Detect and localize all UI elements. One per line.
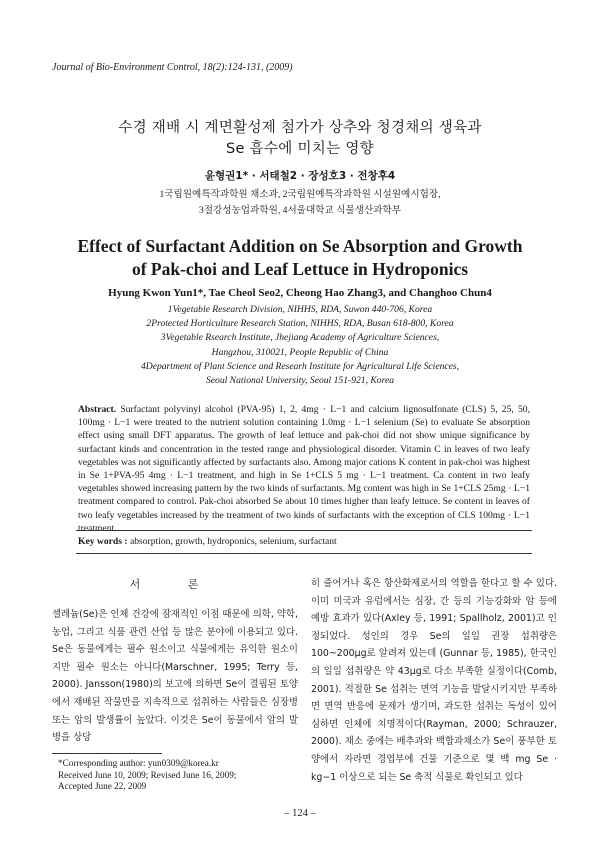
footnotes xyxy=(58,758,236,793)
korean-authors: 윤형권1* · 서태철2 · 장성호3 · 전창후4 xyxy=(204,170,396,182)
section-heading-introduction: 서 론 xyxy=(129,578,221,591)
keywords-text: absorption, growth, hydroponics, selenium, surfactant xyxy=(129,536,337,547)
english-authors: Hyung Kwon Yun1*, Tae Cheol Seo2, Cheong Hao Zhang3, and Changhoo Chun4 xyxy=(108,287,492,299)
english-affiliations xyxy=(0,303,600,388)
korean-title xyxy=(0,118,600,160)
abstract-top-rule xyxy=(76,530,532,531)
keywords-bottom-rule xyxy=(76,553,532,554)
korean-affiliations xyxy=(0,187,600,218)
journal-citation: Journal of Bio-Environment Control, 18(2):124-131, (2009) xyxy=(52,62,293,73)
page-number: – 124 – xyxy=(284,808,316,819)
english-affiliation-line: Hangzhou, 310021, People Republic of China xyxy=(211,346,389,358)
abstract xyxy=(78,403,530,535)
english-affiliation-line: Seoul National University, Seoul 151-921, Korea xyxy=(205,375,395,387)
footnote-rule xyxy=(52,753,162,754)
english-affiliation-line: 1Vegetable Research Division, NIHHS, RDA, Suwon 440-706, Korea xyxy=(167,304,433,315)
korean-title-line-1: 수경 재배 시 계면활성제 첨가가 상추와 청경채의 생육과 xyxy=(118,120,482,136)
english-title xyxy=(0,235,600,281)
english-title-line-1: Effect of Surfactant Addition on Se Absorption and Growth xyxy=(77,236,523,256)
keywords-label: Key words : xyxy=(78,536,128,547)
footnote-received: Received June 10, 2009; Revised June 16, 2009; xyxy=(58,769,237,780)
keywords xyxy=(78,536,337,547)
english-title-line-2: of Pak-choi and Leaf Lettuce in Hydroponics xyxy=(131,259,469,279)
english-affiliation-line: 2Protected Horticulture Research Station, NIHHS, RDA, Busan 618-800, Korea xyxy=(146,318,454,330)
english-affiliation-line: 3Vegetable Rsearch Institute, Jhejiang Academy of Agriculture Sciences, xyxy=(160,332,440,344)
footnote-corresponding-author: *Corresponding author: yun0309@korea.kr xyxy=(58,758,219,768)
korean-title-line-2: Se 흡수에 미치는 영향 xyxy=(226,141,374,157)
abstract-text: Surfactant polyvinyl alcohol (PVA-95) 1, 2, 4mg · L−1 and calcium lignosulfonate (CLS) 5, 25, 50, 100mg · L−1 were treated to the nutrient solution containing 1.0mg · L−1 selenium (Se) to evaluate Se absorption effect using small DFT apparatus. The growth of leaf lettuce and pak-choi did not show unique significance by surfactant kinds and concentration in the tested range and physiological disorder. Vitamin C in leaves of two leafy vegetables was not significantly affected by surfactants also. Among major cations K content in pak-choi was highest in Se 1+PVA-95 4mg · L−1 treatment, and high in Se 1+CLS 5 mg · L−1 treatment. Ca content in two leafy vegetables showed increasing pattern by the two kinds of surfactants. Mg content was high in Se 1+CLS 25mg · L−1 treatment compared to control. Pak-choi absorbed Se about 10 times higher than leafy lettuce. Se content in leaves of two leafy vegetables increased by the treatment of two kinds of surfactants with the exception of CLS 100mg · L−1 treatment. xyxy=(78,404,530,534)
english-affiliation-line: 4Department of Plant Science and Researh Institute for Agricultural Life Sciences, xyxy=(140,360,460,372)
abstract-label: Abstract. xyxy=(78,404,117,415)
footnote-accepted: Accepted June 22, 2009 xyxy=(58,781,147,792)
korean-affiliation-line: 3절강성농업과학원, 4서울대학교 식물생산과학부 xyxy=(198,204,402,216)
intro-right-column: 히 줄어거나 혹은 항산화제로서의 역할을 한다고 할 수 있다. 이미 미국과 유럽에서는 심장, 간 등의 기능강화와 암 등에 예방 효과가 있다(Axley 등, 1991; Spallholz, 2001)고 인정되었다. 성인의 경우 Se의 일일 권장 섭취량은 100~200μg로 알려져 있는데 (Gunnar 등, 1985), 한국인의 일일 섭취량은 약 43μg로 다소 부족한 실정이다(Comb, 2001). 적절한 Se 섭취는 면역 기능을 발달시키지만 부족하면 면역 반응에 문제가 생기며, 과도한 섭취는 독성이 있어 심하면 인체에 치명적이다(Rayman, 2000; Schrauzer, 2000). 채소 중에는 배추과와 백합과채소가 Se이 풍부한 토양에서 자라면 경엽부에 건물 기준으로 몇 백 mg Se · kg−1 이상으로 되는 Se 축적 식물로 확인되고 있다 xyxy=(311,578,557,783)
intro-left-column: 셀레늄(Se)은 인체 건강에 잠재적인 이점 때문에 의학, 약학, 농업, 그리고 식품 관련 산업 등 많은 분야에 이용되고 있다. Se은 동물에게는 필수 원소이고 식물에게는 유익한 원소이지만 필수 원소는 아니다(Marschner, 1995; Terry 등, 2000). Jansson(1980)의 보고에 의하면 Se이 결핍된 토양에서 재배된 작물만을 지속적으로 섭취하는 사람들은 심장병 또는 암의 발생률이 높았다. 이것은 Se이 동물에서 암의 발병을 상당 xyxy=(52,609,298,744)
korean-affiliation-line: 1국립원예특작과학원 채소과, 2국립원예특작과학원 시설원예시험장, xyxy=(159,189,441,200)
